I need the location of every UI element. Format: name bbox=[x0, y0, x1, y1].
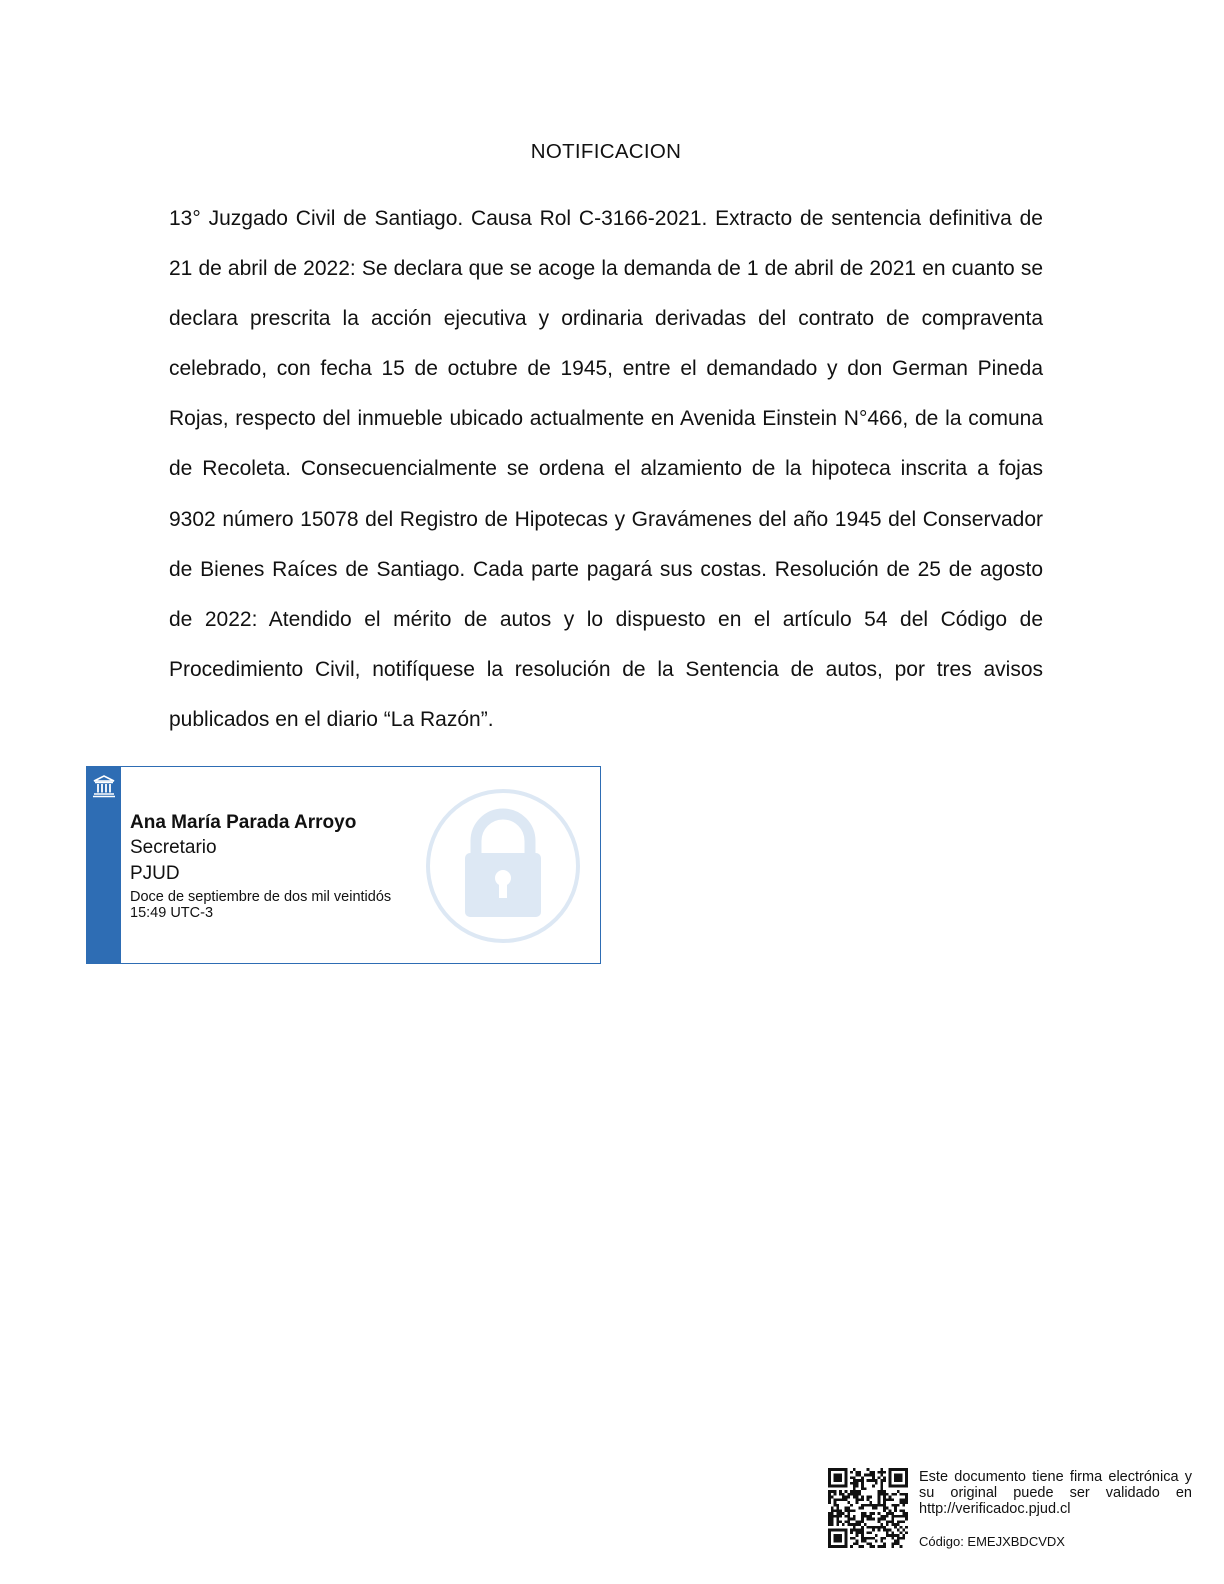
institution-icon bbox=[92, 774, 116, 798]
lock-icon bbox=[424, 787, 582, 945]
signature-time: 15:49 UTC-3 bbox=[130, 905, 214, 921]
signer-organization: PJUD bbox=[130, 863, 180, 884]
document-title: NOTIFICACION bbox=[530, 140, 682, 163]
verification-note: Este documento tiene firma electrónica y su original puede ser validado en http://verificadoc.pjud.cl bbox=[919, 1469, 1192, 1517]
signature-side-band bbox=[87, 767, 121, 963]
signer-name: Ana María Parada Arroyo bbox=[130, 812, 357, 833]
qr-code-icon bbox=[828, 1468, 908, 1548]
signer-role: Secretario bbox=[130, 837, 217, 858]
signature-timestamp bbox=[130, 889, 391, 921]
electronic-signature-box bbox=[86, 766, 601, 964]
notification-body: 13° Juzgado Civil de Santiago. Causa Rol C-3166-2021. Extracto de sentencia definitiva de 21 de abril de 2022: Se declara que se acoge la demanda de 1 de abril de 2021 en cuanto se declara prescrita la acción ejecutiva y ordinaria derivadas del contrato de compraventa celebrado, con fecha 15 de octubre de 1945, entre el demandado y don German Pineda Rojas, respecto del inmueble ubicado actualmente en Avenida Einstein N°466, de la comuna de Recoleta. Consecuencialmente se ordena el alzamiento de la hipoteca inscrita a fojas 9302 número 15078 del Registro de Hipotecas y Gravámenes del año 1945 del Conservador de Bienes Raíces de Santiago. Cada parte pagará sus costas. Resolución de 25 de agosto de 2022: Atendido el mérito de autos y lo dispuesto en el artículo 54 del Código de Procedimiento Civil, notifíquese la resolución de la Sentencia de autos, por tres avisos publicados en el diario “La Razón”. bbox=[169, 207, 1043, 731]
signature-date: Doce de septiembre de dos mil veintidós bbox=[130, 889, 392, 905]
verification-code: Código: EMEJXBDCVDX bbox=[919, 1534, 1065, 1549]
